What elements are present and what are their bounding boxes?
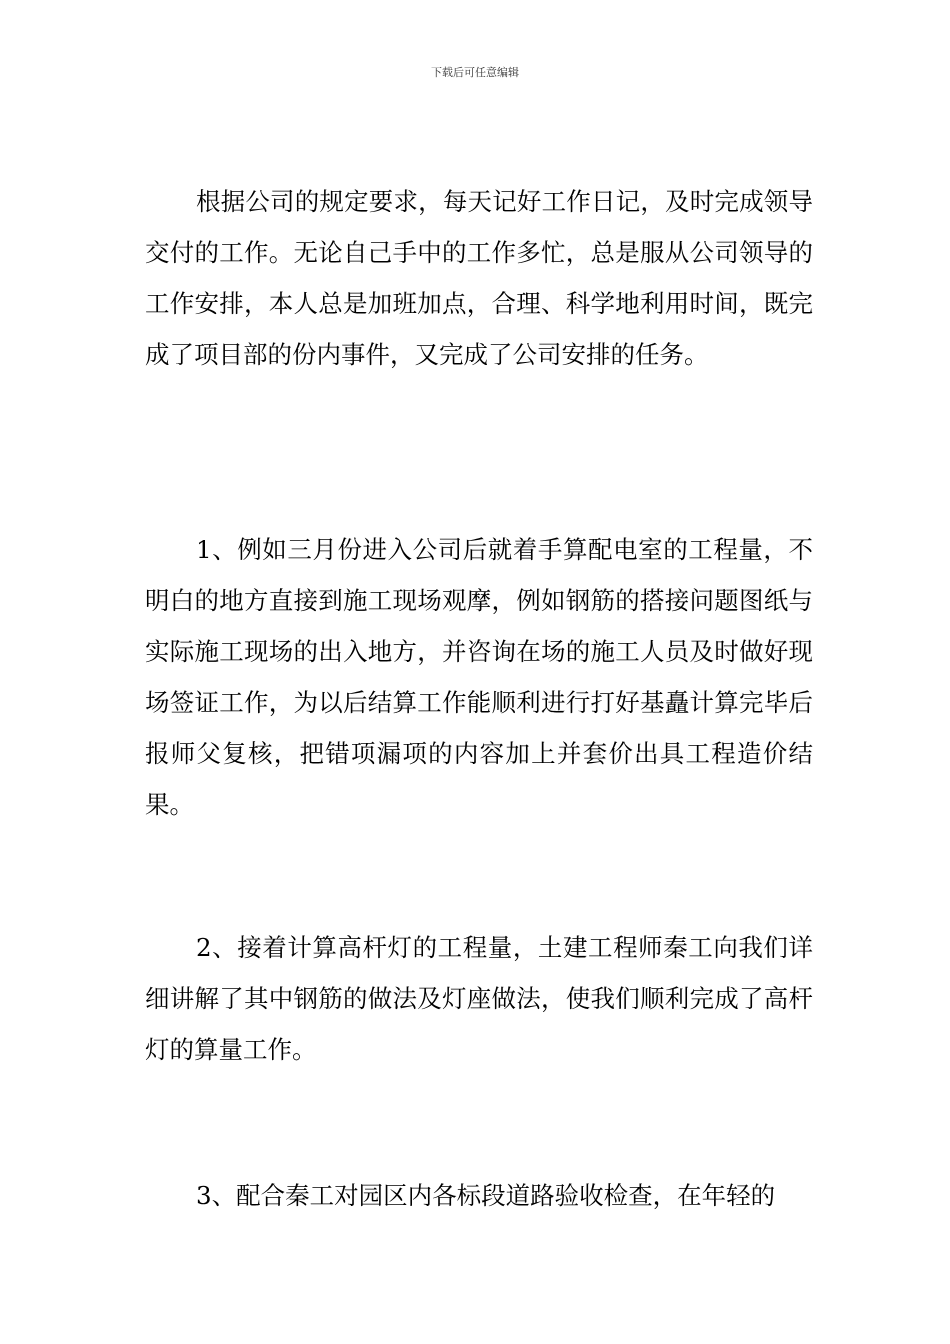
paragraph-item-3: 3、配合秦工对园区内各标段道路验收检查，在年轻的 — [196, 1181, 776, 1210]
paragraph-item-1: 1、例如三月份进入公司后就着手算配电室的工程量，不明白的地方直接到施工现场观摩，例如钢筋的搭接问题图纸与实际施工现场的出入地方，并咨询在场的施工人员及时做好现场签证工作，为以后结算工作能顺利进行打好基矗计算完毕后报师父复核，把错项漏项的内容加上并套价出具工程造价结果。 — [145, 535, 813, 819]
page-header-note: 下载后可任意编辑 — [431, 66, 519, 79]
paragraph-item-2: 2、接着计算高杆灯的工程量，土建工程师秦工向我们详细讲解了其中钢筋的做法及灯座做法，使我们顺利完成了高杆灯的算量工作。 — [145, 933, 813, 1064]
paragraph-work-diary: 根据公司的规定要求，每天记好工作日记，及时完成领导交付的工作。无论自己手中的工作多忙，总是服从公司领导的工作安排，本人总是加班加点，合理、科学地利用时间，既完成了项目部的份内事件，又完成了公司安排的任务。 — [145, 187, 813, 369]
